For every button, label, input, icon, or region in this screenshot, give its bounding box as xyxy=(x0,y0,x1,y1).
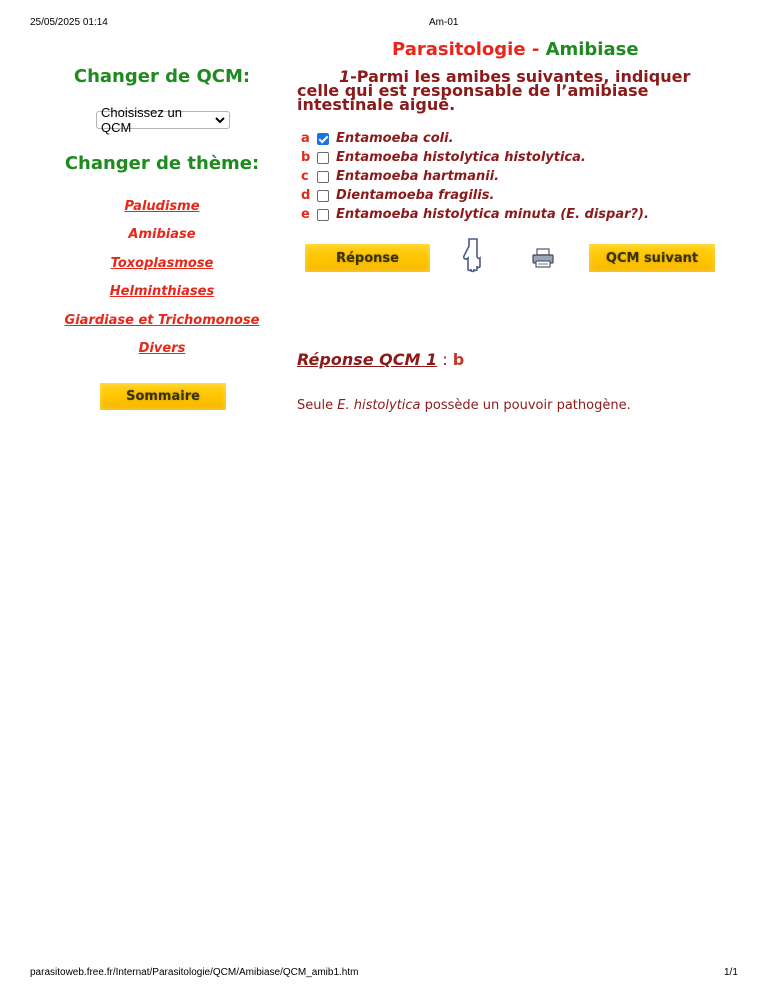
explanation-text: possède un pouvoir pathogène. xyxy=(420,398,631,413)
option-checkbox[interactable] xyxy=(317,209,329,221)
option-checkbox[interactable] xyxy=(317,190,329,202)
explanation-species: E. histolytica xyxy=(337,398,421,413)
page-title-sep: - xyxy=(525,39,546,60)
page-title-subject: Parasitologie xyxy=(392,39,526,60)
chevron-down-icon xyxy=(215,116,225,124)
option-checkbox[interactable] xyxy=(317,152,329,164)
theme-link-helminthiases[interactable]: Helminthiases xyxy=(109,284,215,299)
option-text: Entamoeba histolytica minuta (E. dispar?). xyxy=(336,207,649,222)
option-d[interactable] xyxy=(301,187,494,204)
option-text: Entamoeba hartmanii. xyxy=(336,169,500,184)
option-b[interactable] xyxy=(301,149,586,166)
option-text: Entamoeba coli. xyxy=(336,131,454,146)
option-c[interactable] xyxy=(301,168,499,185)
page-title xyxy=(392,39,639,60)
option-checkbox[interactable] xyxy=(317,133,329,145)
answer-heading xyxy=(297,350,464,369)
option-checkbox[interactable] xyxy=(317,171,329,183)
printer-icon[interactable] xyxy=(532,248,554,268)
theme-link-toxoplasmose[interactable]: Toxoplasmose xyxy=(110,256,214,271)
theme-current-amibiase: Amibiase xyxy=(128,227,196,242)
change-theme-title: Changer de thème: xyxy=(64,153,260,174)
answer-value: b xyxy=(452,350,465,369)
answer-explanation xyxy=(297,398,631,413)
option-letter: d xyxy=(301,188,311,203)
answer-colon: : xyxy=(437,350,453,369)
option-letter: e xyxy=(301,207,310,222)
change-qcm-title: Changer de QCM: xyxy=(73,66,251,87)
theme-link-paludisme[interactable]: Paludisme xyxy=(124,199,200,214)
question-body: -Parmi les amibes suivantes, indiquer celle qui est responsable de l’amibiase intestinale aiguë. xyxy=(297,67,691,114)
answer-button[interactable]: Réponse xyxy=(305,244,430,272)
option-letter: a xyxy=(301,131,310,146)
option-letter: b xyxy=(301,150,311,165)
page-title-theme: Amibiase xyxy=(545,39,639,60)
question-text xyxy=(297,67,737,114)
option-letter: c xyxy=(301,169,309,184)
summary-button[interactable]: Sommaire xyxy=(100,383,226,410)
pointing-hand-icon[interactable] xyxy=(460,238,486,274)
print-page-number: 1/1 xyxy=(724,967,738,978)
option-text: Dientamoeba fragilis. xyxy=(336,188,495,203)
answer-label: Réponse QCM 1 xyxy=(297,350,438,369)
next-qcm-button[interactable]: QCM suivant xyxy=(589,244,715,272)
print-title: Am-01 xyxy=(429,17,459,28)
option-a[interactable] xyxy=(301,130,454,147)
print-url: parasitoweb.free.fr/Internat/Parasitologie/QCM/Amibiase/QCM_amib1.htm xyxy=(30,967,359,978)
print-datetime: 25/05/2025 01:14 xyxy=(30,17,108,28)
theme-link-divers[interactable]: Divers xyxy=(138,341,186,356)
explanation-text: Seule xyxy=(297,398,338,413)
qcm-select[interactable] xyxy=(96,105,230,135)
qcm-select-value: Choisissez un QCM xyxy=(101,105,182,135)
option-text: Entamoeba histolytica histolytica. xyxy=(336,150,586,165)
question-number: 1 xyxy=(339,67,351,86)
theme-link-giardiase[interactable]: Giardiase et Trichomonose xyxy=(64,313,260,328)
option-e[interactable] xyxy=(301,206,649,223)
